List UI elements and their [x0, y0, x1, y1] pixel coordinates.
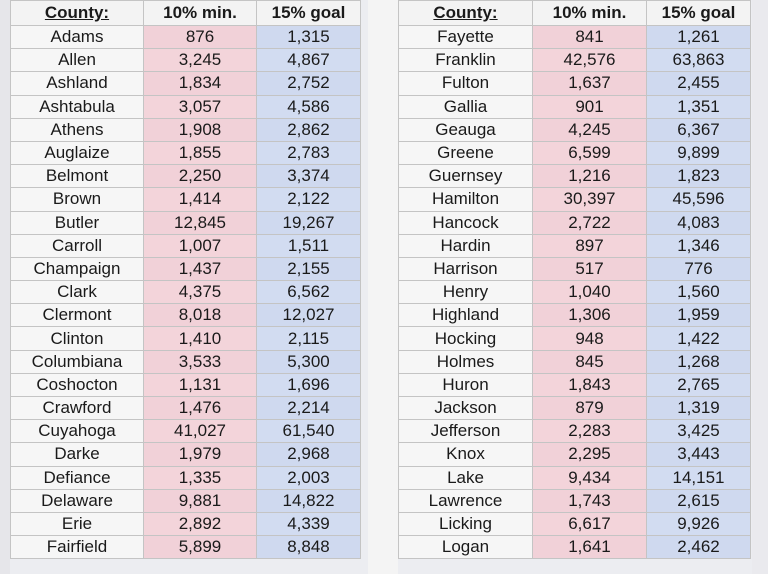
- goal-cell[interactable]: 14,822: [257, 489, 361, 512]
- goal-cell[interactable]: 2,122: [257, 188, 361, 211]
- table-row: [11, 234, 361, 257]
- table-row: [399, 26, 751, 49]
- county-cell[interactable]: Guernsey: [399, 165, 533, 188]
- min-cell[interactable]: 1,908: [144, 118, 257, 141]
- min-cell[interactable]: 1,641: [533, 536, 647, 559]
- county-cell[interactable]: Fayette: [399, 26, 533, 49]
- min-cell[interactable]: 845: [533, 350, 647, 373]
- goal-cell[interactable]: 1,560: [647, 281, 751, 304]
- table-row: [11, 536, 361, 559]
- goal-cell[interactable]: 2,615: [647, 489, 751, 512]
- min-header[interactable]: 10% min.: [144, 1, 257, 26]
- goal-cell[interactable]: 9,899: [647, 141, 751, 164]
- table-row: [399, 443, 751, 466]
- table-gap: [368, 0, 398, 574]
- min-cell[interactable]: 1,335: [144, 466, 257, 489]
- min-cell[interactable]: 8,018: [144, 304, 257, 327]
- min-cell[interactable]: 4,245: [533, 118, 647, 141]
- min-cell[interactable]: 1,007: [144, 234, 257, 257]
- min-cell[interactable]: 517: [533, 257, 647, 280]
- goal-cell[interactable]: 1,823: [647, 165, 751, 188]
- min-cell[interactable]: 42,576: [533, 49, 647, 72]
- min-cell[interactable]: 1,743: [533, 489, 647, 512]
- min-cell[interactable]: 6,599: [533, 141, 647, 164]
- county-cell[interactable]: Fulton: [399, 72, 533, 95]
- county-cell[interactable]: Fairfield: [11, 536, 144, 559]
- goal-cell[interactable]: 1,511: [257, 234, 361, 257]
- goal-cell[interactable]: 2,862: [257, 118, 361, 141]
- goal-cell[interactable]: 1,696: [257, 373, 361, 396]
- goal-cell[interactable]: 2,115: [257, 327, 361, 350]
- table-row: [11, 72, 361, 95]
- table-row: [399, 211, 751, 234]
- table-row: [11, 373, 361, 396]
- table-row: [399, 72, 751, 95]
- goal-cell[interactable]: 63,863: [647, 49, 751, 72]
- right-page-edge: [752, 0, 768, 574]
- county-cell[interactable]: Clinton: [11, 327, 144, 350]
- min-cell[interactable]: 901: [533, 95, 647, 118]
- min-cell[interactable]: 1,979: [144, 443, 257, 466]
- min-cell[interactable]: 2,283: [533, 420, 647, 443]
- table-row: [11, 211, 361, 234]
- table-row: [11, 397, 361, 420]
- min-cell[interactable]: 6,617: [533, 512, 647, 535]
- county-cell[interactable]: Lake: [399, 466, 533, 489]
- goal-cell[interactable]: 4,339: [257, 512, 361, 535]
- goal-cell[interactable]: 3,374: [257, 165, 361, 188]
- goal-cell[interactable]: 6,562: [257, 281, 361, 304]
- goal-cell[interactable]: 2,455: [647, 72, 751, 95]
- min-cell[interactable]: 2,250: [144, 165, 257, 188]
- min-cell[interactable]: 1,410: [144, 327, 257, 350]
- goal-cell[interactable]: 5,300: [257, 350, 361, 373]
- min-cell[interactable]: 9,881: [144, 489, 257, 512]
- county-cell[interactable]: Lawrence: [399, 489, 533, 512]
- goal-cell[interactable]: 1,319: [647, 397, 751, 420]
- table-row: [399, 327, 751, 350]
- county-header[interactable]: County:: [11, 1, 144, 26]
- county-cell[interactable]: Clermont: [11, 304, 144, 327]
- table-row: [399, 234, 751, 257]
- table-row: [11, 512, 361, 535]
- county-cell[interactable]: Crawford: [11, 397, 144, 420]
- county-cell[interactable]: Allen: [11, 49, 144, 72]
- goal-cell[interactable]: 1,315: [257, 26, 361, 49]
- goal-cell[interactable]: 8,848: [257, 536, 361, 559]
- goal-cell[interactable]: 2,214: [257, 397, 361, 420]
- min-header[interactable]: 10% min.: [533, 1, 647, 26]
- county-cell[interactable]: Carroll: [11, 234, 144, 257]
- goal-cell[interactable]: 4,586: [257, 95, 361, 118]
- min-cell[interactable]: 3,533: [144, 350, 257, 373]
- county-cell[interactable]: Holmes: [399, 350, 533, 373]
- table-row: [11, 165, 361, 188]
- goal-cell[interactable]: 2,968: [257, 443, 361, 466]
- goal-cell[interactable]: 12,027: [257, 304, 361, 327]
- county-cell[interactable]: Clark: [11, 281, 144, 304]
- county-cell[interactable]: Butler: [11, 211, 144, 234]
- county-cell[interactable]: Auglaize: [11, 141, 144, 164]
- county-cell[interactable]: Coshocton: [11, 373, 144, 396]
- goal-cell[interactable]: 1,959: [647, 304, 751, 327]
- min-cell[interactable]: 1,843: [533, 373, 647, 396]
- min-cell[interactable]: 1,637: [533, 72, 647, 95]
- county-cell[interactable]: Athens: [11, 118, 144, 141]
- county-cell[interactable]: Hamilton: [399, 188, 533, 211]
- table-row: [399, 536, 751, 559]
- min-cell[interactable]: 2,295: [533, 443, 647, 466]
- min-cell[interactable]: 1,414: [144, 188, 257, 211]
- min-cell[interactable]: 1,216: [533, 165, 647, 188]
- county-cell[interactable]: Licking: [399, 512, 533, 535]
- min-cell[interactable]: 948: [533, 327, 647, 350]
- min-cell[interactable]: 2,892: [144, 512, 257, 535]
- table-row: [399, 466, 751, 489]
- county-table-right: [398, 0, 751, 559]
- goal-cell[interactable]: 1,351: [647, 95, 751, 118]
- county-cell[interactable]: Greene: [399, 141, 533, 164]
- county-cell[interactable]: Gallia: [399, 95, 533, 118]
- table-row: [11, 466, 361, 489]
- goal-cell[interactable]: 3,425: [647, 420, 751, 443]
- county-cell[interactable]: Cuyahoga: [11, 420, 144, 443]
- goal-cell[interactable]: 6,367: [647, 118, 751, 141]
- table-row: [11, 327, 361, 350]
- table-row: [11, 49, 361, 72]
- table-row: [399, 257, 751, 280]
- table-row: [11, 281, 361, 304]
- table-row: [399, 397, 751, 420]
- table-row: [11, 350, 361, 373]
- goal-cell[interactable]: 776: [647, 257, 751, 280]
- county-header[interactable]: County:: [399, 1, 533, 26]
- county-cell[interactable]: Belmont: [11, 165, 144, 188]
- county-cell[interactable]: Hardin: [399, 234, 533, 257]
- goal-cell[interactable]: 1,422: [647, 327, 751, 350]
- county-cell[interactable]: Knox: [399, 443, 533, 466]
- left-page-edge: [0, 0, 10, 574]
- table-row: [11, 443, 361, 466]
- header-row: [399, 1, 751, 26]
- table-row: [11, 118, 361, 141]
- goal-cell[interactable]: 19,267: [257, 211, 361, 234]
- county-cell[interactable]: Huron: [399, 373, 533, 396]
- goal-cell[interactable]: 1,268: [647, 350, 751, 373]
- goal-cell[interactable]: 2,155: [257, 257, 361, 280]
- table-row: [399, 350, 751, 373]
- min-cell[interactable]: 879: [533, 397, 647, 420]
- table-row: [11, 304, 361, 327]
- min-cell[interactable]: 1,476: [144, 397, 257, 420]
- goal-cell[interactable]: 2,783: [257, 141, 361, 164]
- min-cell[interactable]: 1,834: [144, 72, 257, 95]
- county-cell[interactable]: Erie: [11, 512, 144, 535]
- min-cell[interactable]: 1,306: [533, 304, 647, 327]
- goal-cell[interactable]: 45,596: [647, 188, 751, 211]
- goal-cell[interactable]: 1,261: [647, 26, 751, 49]
- county-cell[interactable]: Brown: [11, 188, 144, 211]
- table-row: [11, 489, 361, 512]
- goal-cell[interactable]: 2,765: [647, 373, 751, 396]
- min-cell[interactable]: 30,397: [533, 188, 647, 211]
- table-row: [399, 118, 751, 141]
- goal-cell[interactable]: 4,083: [647, 211, 751, 234]
- county-cell[interactable]: Adams: [11, 26, 144, 49]
- goal-cell[interactable]: 9,926: [647, 512, 751, 535]
- county-table-left: [10, 0, 361, 559]
- table-row: [11, 257, 361, 280]
- table-row: [11, 188, 361, 211]
- county-cell[interactable]: Hocking: [399, 327, 533, 350]
- county-cell[interactable]: Franklin: [399, 49, 533, 72]
- table-row: [399, 420, 751, 443]
- min-cell[interactable]: 2,722: [533, 211, 647, 234]
- min-cell[interactable]: 876: [144, 26, 257, 49]
- table-row: [399, 373, 751, 396]
- table-row: [399, 512, 751, 535]
- county-cell[interactable]: Highland: [399, 304, 533, 327]
- min-cell[interactable]: 9,434: [533, 466, 647, 489]
- table-row: [11, 141, 361, 164]
- goal-cell[interactable]: 3,443: [647, 443, 751, 466]
- goal-cell[interactable]: 1,346: [647, 234, 751, 257]
- min-cell[interactable]: 3,245: [144, 49, 257, 72]
- table-row: [399, 281, 751, 304]
- goal-cell[interactable]: 2,752: [257, 72, 361, 95]
- min-cell[interactable]: 1,855: [144, 141, 257, 164]
- county-cell[interactable]: Jefferson: [399, 420, 533, 443]
- county-cell[interactable]: Defiance: [11, 466, 144, 489]
- goal-header[interactable]: 15% goal: [257, 1, 361, 26]
- table-row: [11, 420, 361, 443]
- county-cell[interactable]: Delaware: [11, 489, 144, 512]
- county-cell[interactable]: Geauga: [399, 118, 533, 141]
- min-cell[interactable]: 1,040: [533, 281, 647, 304]
- goal-cell[interactable]: 14,151: [647, 466, 751, 489]
- goal-header[interactable]: 15% goal: [647, 1, 751, 26]
- min-cell[interactable]: 897: [533, 234, 647, 257]
- county-cell[interactable]: Ashland: [11, 72, 144, 95]
- goal-cell[interactable]: 61,540: [257, 420, 361, 443]
- table-row: [399, 95, 751, 118]
- table-row: [399, 141, 751, 164]
- county-cell[interactable]: Henry: [399, 281, 533, 304]
- table-row: [399, 304, 751, 327]
- min-cell[interactable]: 1,131: [144, 373, 257, 396]
- county-cell[interactable]: Logan: [399, 536, 533, 559]
- min-cell[interactable]: 41,027: [144, 420, 257, 443]
- header-row: [11, 1, 361, 26]
- table-row: [399, 188, 751, 211]
- county-cell[interactable]: Ashtabula: [11, 95, 144, 118]
- table-row: [11, 95, 361, 118]
- county-cell[interactable]: Columbiana: [11, 350, 144, 373]
- table-row: [399, 165, 751, 188]
- min-cell[interactable]: 3,057: [144, 95, 257, 118]
- min-cell[interactable]: 1,437: [144, 257, 257, 280]
- table-row: [11, 26, 361, 49]
- goal-cell[interactable]: 4,867: [257, 49, 361, 72]
- county-cell[interactable]: Darke: [11, 443, 144, 466]
- goal-cell[interactable]: 2,003: [257, 466, 361, 489]
- table-row: [399, 49, 751, 72]
- table-row: [399, 489, 751, 512]
- min-cell[interactable]: 4,375: [144, 281, 257, 304]
- min-cell[interactable]: 841: [533, 26, 647, 49]
- min-cell[interactable]: 12,845: [144, 211, 257, 234]
- min-cell[interactable]: 5,899: [144, 536, 257, 559]
- county-cell[interactable]: Harrison: [399, 257, 533, 280]
- county-cell[interactable]: Champaign: [11, 257, 144, 280]
- goal-cell[interactable]: 2,462: [647, 536, 751, 559]
- county-cell[interactable]: Jackson: [399, 397, 533, 420]
- county-cell[interactable]: Hancock: [399, 211, 533, 234]
